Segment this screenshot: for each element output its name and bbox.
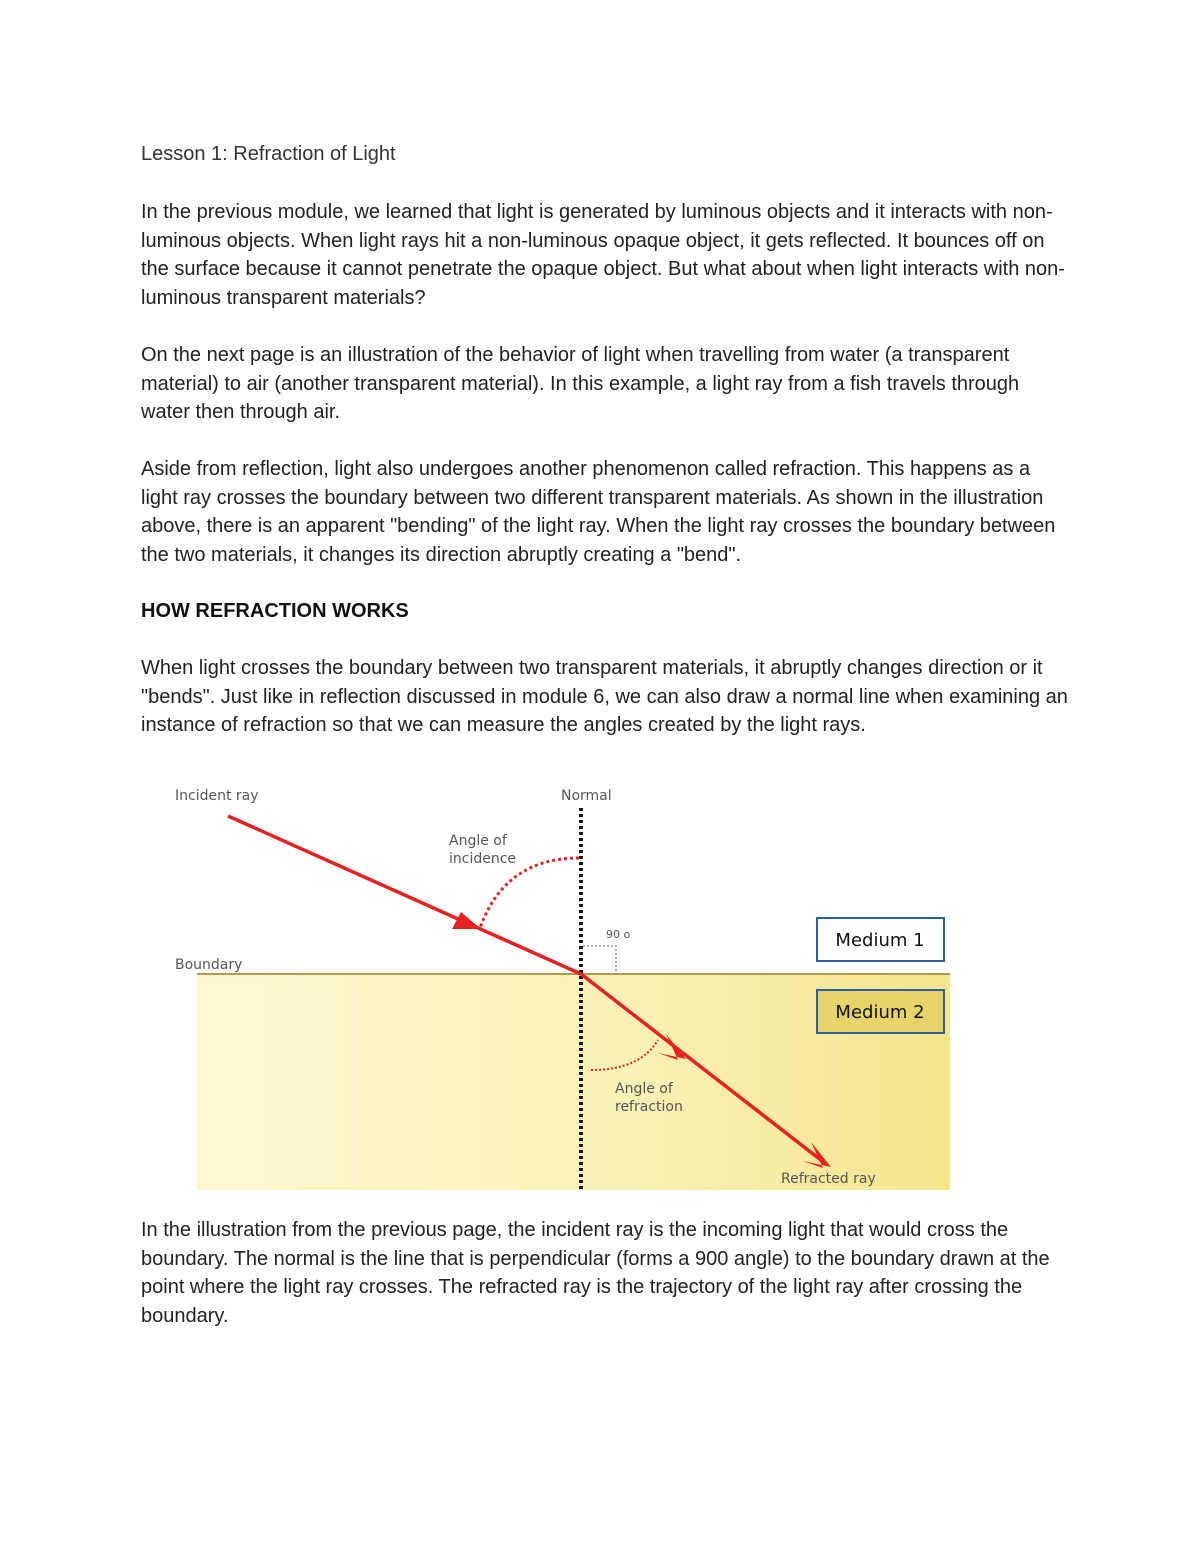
angle-of-incidence-arc — [480, 858, 579, 928]
refraction-paragraph: Aside from reflection, light also undergoes another phenomenon called refraction. This happens as a light ray crosses the boundary between two different transparent materials. As shown in the illustration above, there is an apparent "bending" of the light ray. When the light ray crosses the boundary between the two materials, it changes its direction abruptly creating a "bend". — [141, 458, 1056, 566]
refracted-ray-label: Refracted ray — [781, 1171, 876, 1187]
normal-label: Normal — [561, 788, 612, 804]
medium-1-label: Medium 1 — [835, 930, 925, 951]
explanation-paragraph: In the illustration from the previous page, the incident ray is the incoming light that would cross the boundary. The normal is the line that is perpendicular (forms a 900 angle) to the boundary drawn at the point where the light ray crosses. The refracted ray is the trajectory of the light ray after crossing the boundary. — [141, 1219, 1050, 1327]
lesson-title: Lesson 1: Refraction of Light — [141, 143, 396, 165]
how-it-works-paragraph: When light crosses the boundary between two transparent materials, it abruptly changes direction or it "bends". Just like in reflection discussed in module 6, we can also draw a normal line when examining an instance of refraction so that we can measure the angles created by the light rays. — [141, 657, 1068, 736]
angle-of-incidence-label-line1: Angle of — [449, 833, 507, 849]
boundary-label: Boundary — [175, 957, 243, 973]
angle-of-refraction-label-line1: Angle of — [615, 1081, 673, 1097]
right-angle-label: 90 o — [606, 928, 631, 941]
incident-ray-arrowhead — [452, 912, 481, 929]
right-angle-marker — [583, 946, 616, 974]
intro-paragraph: In the previous module, we learned that light is generated by luminous objects and it interacts with non-luminous objects. When light rays hit a non-luminous opaque object, it gets reflected. It bounces off on the surface because it cannot penetrate the opaque object. But what about when light interacts with non-luminous transparent materials? — [141, 201, 1065, 309]
next-page-paragraph: On the next page is an illustration of the behavior of light when travelling from water (a transparent material) to air (another transparent material). In this example, a light ray from a fish travels through water then through air. — [141, 344, 1020, 423]
incident-ray — [228, 816, 581, 974]
medium-2-label: Medium 2 — [835, 1002, 925, 1023]
angle-of-incidence-label-line2: incidence — [449, 851, 517, 867]
refraction-diagram — [170, 778, 955, 1193]
section-heading: HOW REFRACTION WORKS — [141, 600, 409, 622]
angle-of-refraction-label-line2: refraction — [615, 1099, 683, 1115]
incident-ray-label: Incident ray — [175, 788, 259, 804]
